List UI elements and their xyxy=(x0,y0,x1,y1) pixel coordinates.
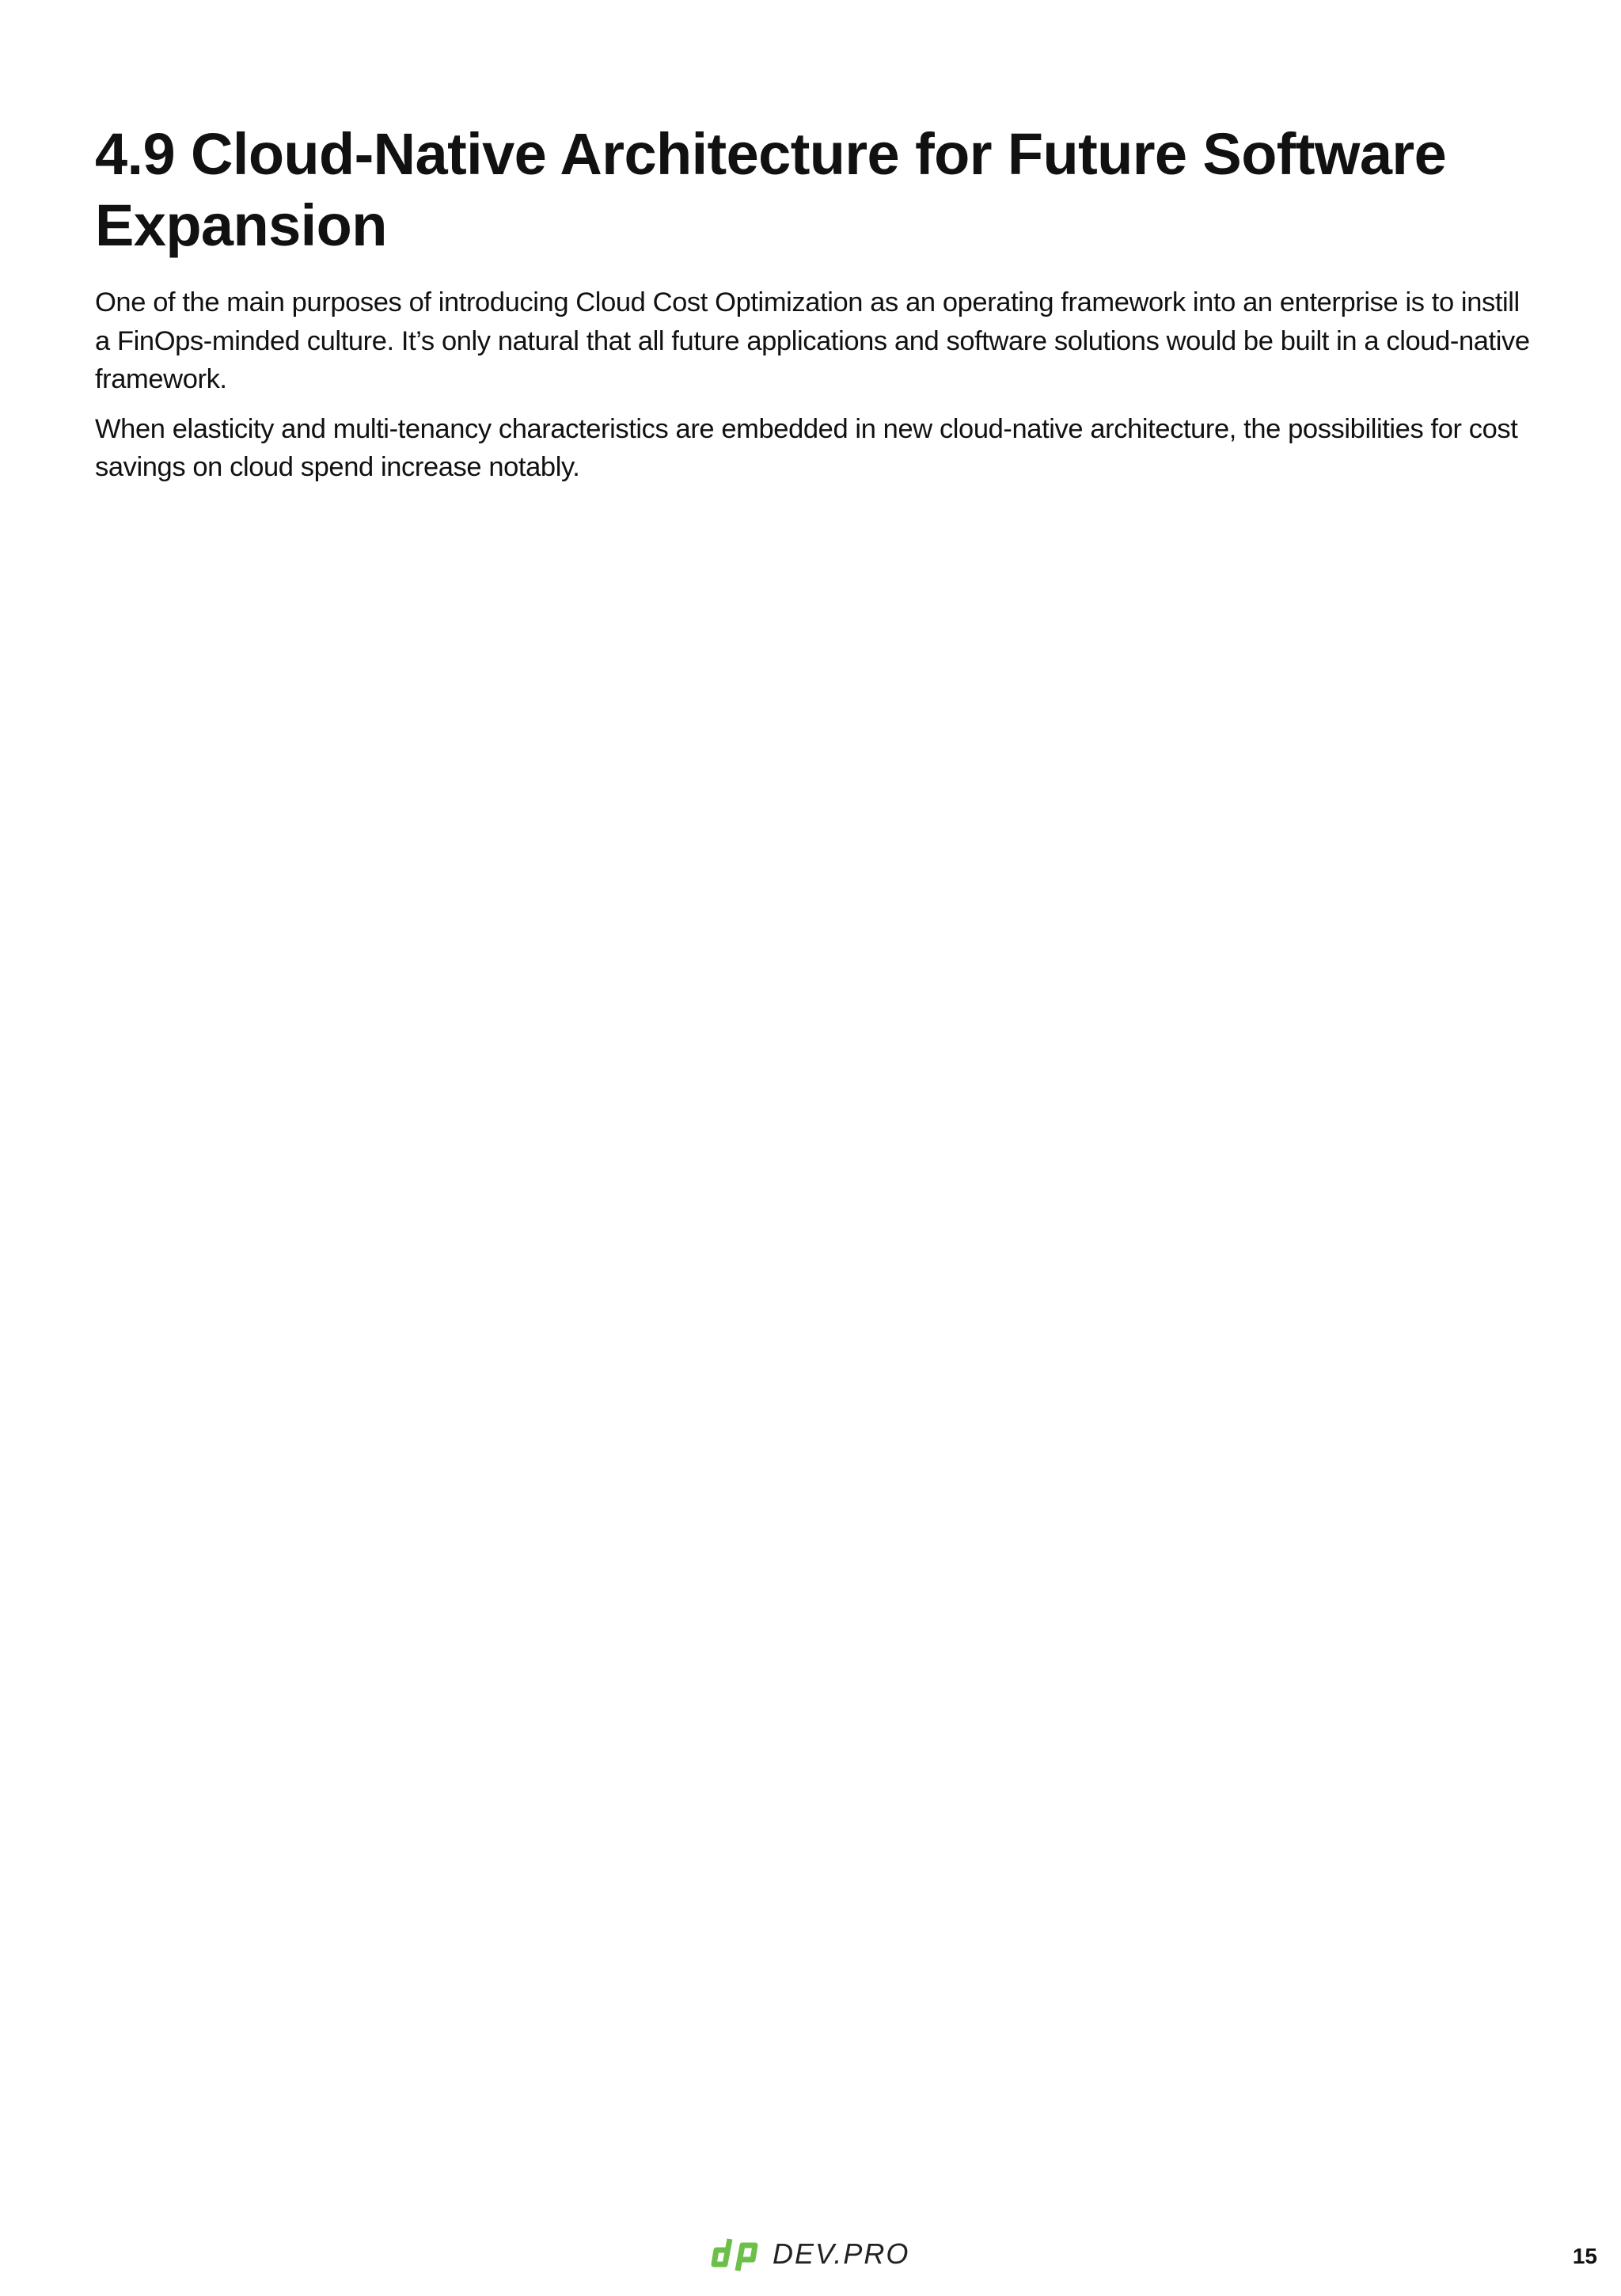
paragraph-2: When elasticity and multi-tenancy characteristics are embedded in new cloud-native architecture, the possibilities for cost savings on cloud spend increase notably. xyxy=(95,413,1518,482)
devpro-logo-text: DEV.PRO xyxy=(773,2237,910,2270)
page-number: 15 xyxy=(1572,2244,1597,2268)
devpro-logo-icon xyxy=(709,2236,761,2272)
footer-logo xyxy=(709,2234,909,2274)
section-body xyxy=(95,283,1536,498)
paragraph-1: One of the main purposes of introducing Cloud Cost Optimization as an operating framework into an enterprise is to instill a FinOps-minded culture. It’s only natural that all future applications and software solutions would be built in a cloud-native framework. xyxy=(95,287,1530,394)
section-heading: 4.9 Cloud-Native Architecture for Future Software Expansion xyxy=(95,121,1447,258)
